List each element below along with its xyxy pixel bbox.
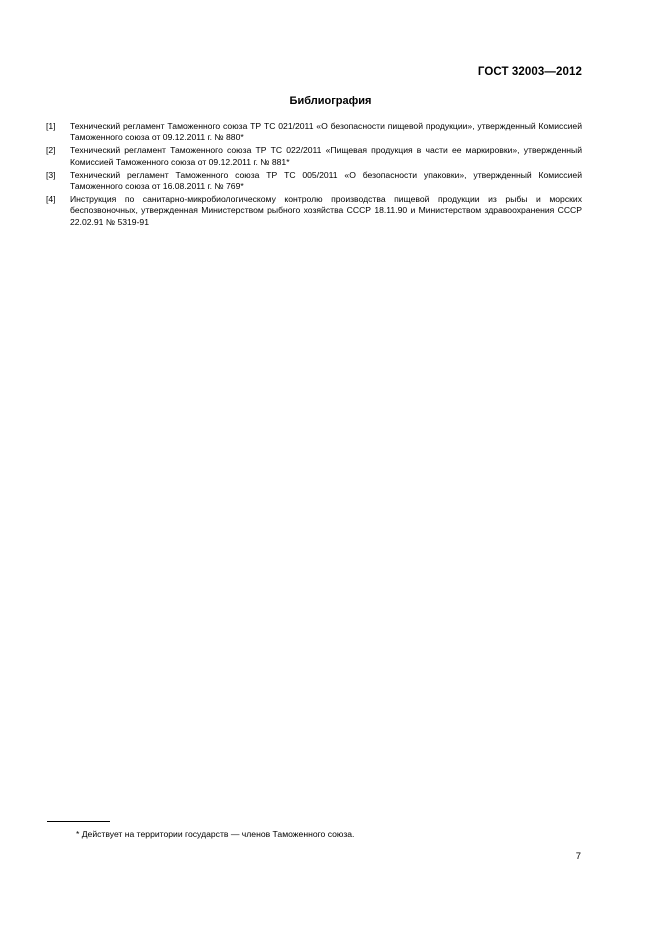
bibliography-entry — [46, 121, 582, 143]
bibliography-entry — [46, 145, 582, 167]
bibliography-entry — [46, 170, 582, 192]
entry-number: [3] — [46, 169, 56, 180]
entry-number: [1] — [46, 121, 56, 131]
entry-number: [4] — [46, 194, 56, 205]
entry-text: Технический регламент Таможенного союза ТР ТС 021/2011 «О безопасности пищевой продукции», утвержденный Комиссией Таможенного союза от 09.12.2011 г. № 880* — [70, 121, 582, 143]
entry-number: [2] — [46, 145, 56, 156]
entry-text: Инструкция по санитарно-микробиологическому контролю производства пищевой продукции из рыбы и морских беспозвоночных, утвержденная Министерством рыбного хозяйства СССР 18.11.90 и Министерством здравоохранения СССР 22.02.91 № 5319-91 — [70, 194, 582, 227]
standard-number: ГОСТ 32003—2012 — [477, 66, 582, 78]
footnote: * Действует на территории государств — членов Таможенного союза. — [76, 829, 355, 839]
page-number: 7 — [575, 851, 581, 862]
entry-text: Технический регламент Таможенного союза ТР ТС 005/2011 «О безопасности упаковки», утвержденный Комиссией Таможенного союза от 16.08.2011 г. № 769* — [70, 169, 582, 192]
footnote-separator — [47, 821, 110, 822]
bibliography-heading: Библиография — [289, 95, 372, 107]
entry-text: Технический регламент Таможенного союза ТР ТС 022/2011 «Пищевая продукция в части ее маркировки», утвержденный Комиссией Таможенного союза от 09.12.2011 г. № 881* — [70, 145, 582, 167]
bibliography-list — [46, 121, 582, 230]
bibliography-entry — [46, 194, 582, 228]
